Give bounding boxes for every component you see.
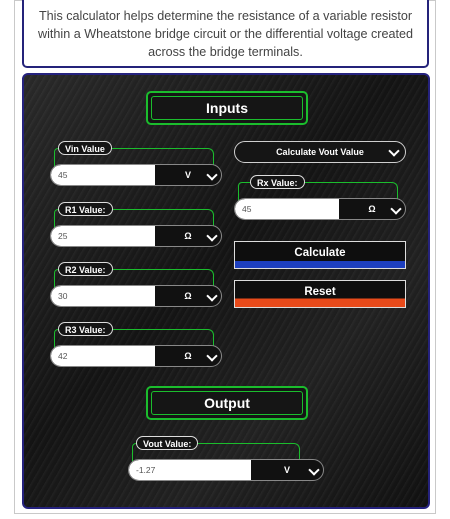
r1-unit-select[interactable] bbox=[155, 226, 221, 246]
vin-unit-select[interactable] bbox=[155, 165, 221, 185]
rx-input[interactable]: 45 bbox=[235, 199, 339, 219]
rx-unit-select[interactable] bbox=[339, 199, 405, 219]
vin-input-group bbox=[50, 164, 222, 186]
r2-label: R2 Value: bbox=[58, 262, 113, 276]
r3-input[interactable]: 42 bbox=[51, 346, 155, 366]
output-heading bbox=[146, 386, 308, 420]
r2-unit-select[interactable] bbox=[155, 286, 221, 306]
reset-button[interactable]: Reset bbox=[234, 280, 406, 308]
rx-unit-text: Ω bbox=[368, 204, 376, 214]
vout-field bbox=[128, 436, 328, 490]
description-box bbox=[22, 0, 429, 68]
r3-unit-text: Ω bbox=[184, 351, 192, 361]
chevron-down-icon bbox=[206, 350, 217, 361]
chevron-down-icon bbox=[206, 230, 217, 241]
r1-input[interactable]: 25 bbox=[51, 226, 155, 246]
r3-input-group bbox=[50, 345, 222, 367]
vin-label: Vin Value bbox=[58, 141, 112, 155]
r2-input[interactable]: 30 bbox=[51, 286, 155, 306]
chevron-down-icon bbox=[206, 290, 217, 301]
vin-field bbox=[50, 141, 230, 195]
vin-input[interactable]: 45 bbox=[51, 165, 155, 185]
vout-unit-select[interactable] bbox=[251, 460, 323, 480]
r3-field bbox=[50, 322, 230, 376]
vin-unit-text: V bbox=[184, 170, 191, 180]
r2-unit-text: Ω bbox=[184, 291, 192, 301]
r3-unit-select[interactable] bbox=[155, 346, 221, 366]
r2-input-group bbox=[50, 285, 222, 307]
vout-output-group bbox=[128, 459, 324, 481]
description-text: This calculator helps determine the resistance of a variable resistor within a Wheatstone bridge circuit or the differential voltage created across the bridge terminals. bbox=[38, 9, 413, 59]
r1-field bbox=[50, 202, 230, 256]
rx-field bbox=[234, 175, 414, 229]
calculate-button[interactable]: Calculate bbox=[234, 241, 406, 269]
inputs-heading bbox=[146, 91, 308, 125]
output-heading-text: Output bbox=[204, 395, 250, 411]
chevron-down-icon bbox=[388, 145, 399, 156]
calculator-panel bbox=[22, 73, 430, 509]
chevron-down-icon bbox=[206, 169, 217, 180]
r1-label: R1 Value: bbox=[58, 202, 113, 216]
r1-unit-text: Ω bbox=[184, 231, 192, 241]
rx-label: Rx Value: bbox=[250, 175, 305, 189]
r1-input-group bbox=[50, 225, 222, 247]
r2-field bbox=[50, 262, 230, 316]
calculation-mode-text: Calculate Vout Value bbox=[276, 147, 364, 157]
vout-output: -1.27 bbox=[129, 460, 251, 480]
vout-unit-text: V bbox=[283, 465, 290, 475]
chevron-down-icon bbox=[390, 203, 401, 214]
chevron-down-icon bbox=[308, 464, 319, 475]
rx-input-group bbox=[234, 198, 406, 220]
inputs-heading-text: Inputs bbox=[206, 100, 248, 116]
vout-label: Vout Value: bbox=[136, 436, 198, 450]
calculation-mode-select[interactable] bbox=[234, 141, 406, 163]
r3-label: R3 Value: bbox=[58, 322, 113, 336]
